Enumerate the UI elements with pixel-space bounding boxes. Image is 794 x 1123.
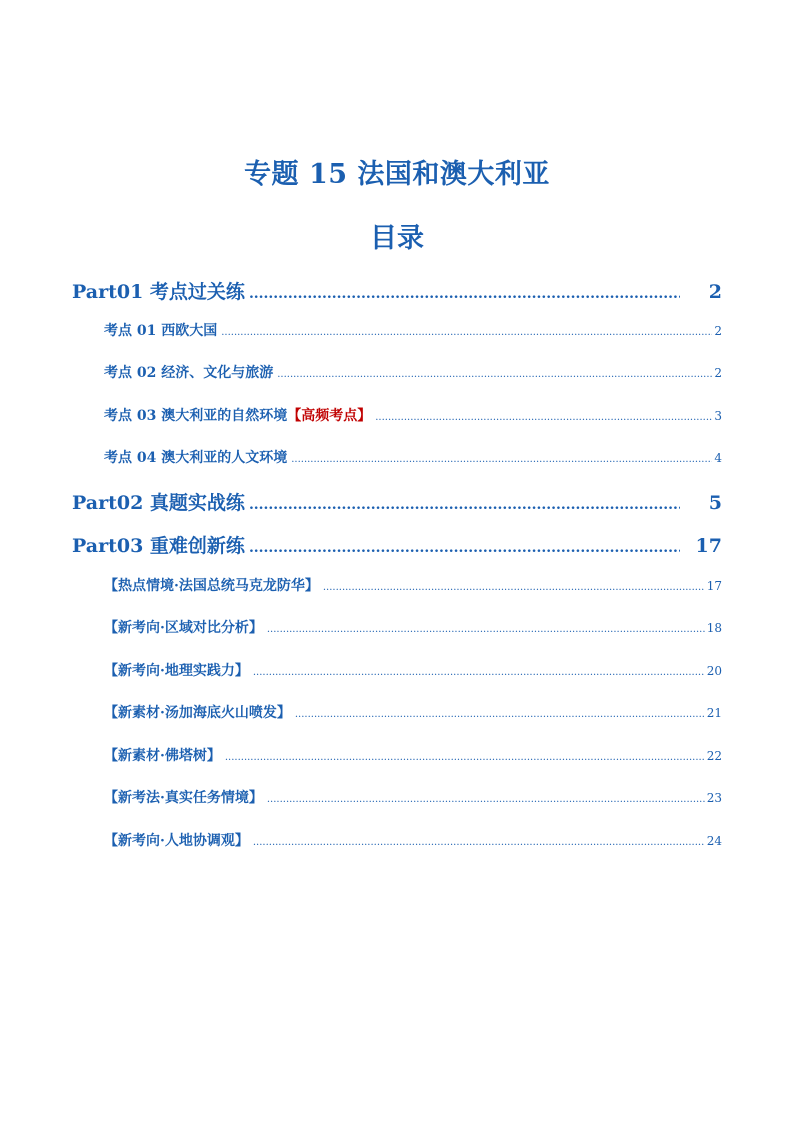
leader-dots	[295, 709, 705, 720]
toc-item-tonga-volcano[interactable]	[104, 702, 722, 722]
toc-part-03[interactable]	[72, 531, 722, 557]
toc-part-01[interactable]	[72, 277, 722, 303]
toc-heading: 目录	[370, 223, 424, 254]
high-frequency-tag: 【高频考点】	[287, 408, 372, 424]
toc-page-number: 21	[706, 706, 722, 720]
toc-item-kaodian-04[interactable]	[104, 447, 722, 467]
leader-dots	[221, 327, 712, 338]
leader-dots	[267, 794, 705, 805]
toc-page-number: 18	[706, 621, 722, 635]
toc-page-number: 2	[714, 366, 722, 380]
toc-page-number: 22	[706, 749, 722, 763]
leader-dots	[291, 454, 712, 465]
document-title: 专题 15 法国和澳大利亚	[244, 159, 550, 190]
toc-entry-label: 考点 02 经济、文化与旅游	[104, 365, 274, 381]
toc-entry-text: 考点 03 澳大利亚的自然环境	[104, 408, 288, 424]
leader-dots	[323, 582, 705, 593]
toc-page-number: 2	[714, 324, 722, 338]
toc-item-hotspot[interactable]	[104, 575, 722, 595]
toc-page-number: 4	[714, 451, 722, 465]
toc-entry-label: 【新素材·汤加海底火山喷发】	[104, 705, 291, 721]
toc-part-02[interactable]	[72, 488, 722, 514]
toc-page-number: 23	[706, 791, 722, 805]
toc-page-number: 3	[714, 409, 722, 423]
leader-dots	[277, 369, 712, 380]
toc-item-human-land[interactable]	[104, 830, 722, 850]
toc-entry-label: Part01 考点过关练	[72, 281, 245, 303]
toc-page-number: 2	[708, 281, 722, 303]
toc-page-number: 24	[706, 834, 722, 848]
toc-page-number: 20	[706, 664, 722, 678]
toc-entry-label: 【热点情境·法国总统马克龙防华】	[104, 578, 319, 594]
toc-entry-label	[104, 405, 371, 425]
toc-page-number: 17	[706, 579, 722, 593]
toc-entry-label: 考点 01 西欧大国	[104, 323, 218, 339]
leader-dots	[249, 497, 680, 513]
toc-item-kaodian-03[interactable]	[104, 405, 722, 425]
leader-dots	[249, 540, 680, 556]
toc-page-number: 5	[708, 492, 722, 514]
toc-item-real-task[interactable]	[104, 787, 722, 807]
toc-item-kaodian-01[interactable]	[104, 320, 722, 340]
toc-entry-label: 【新考向·人地协调观】	[104, 833, 249, 849]
toc-entry-label: Part02 真题实战练	[72, 492, 245, 514]
toc-entry-label: 【新素材·佛塔树】	[104, 748, 221, 764]
toc-item-kaodian-02[interactable]	[104, 362, 722, 382]
toc-item-geo-practice[interactable]	[104, 660, 722, 680]
toc-entry-label: 【新考向·区域对比分析】	[104, 620, 263, 636]
toc-entry-label: Part03 重难创新练	[72, 535, 245, 557]
leader-dots	[267, 624, 705, 635]
toc-item-regional-comparison[interactable]	[104, 617, 722, 637]
leader-dots	[253, 667, 705, 678]
toc-entry-label: 【新考法·真实任务情境】	[104, 790, 263, 806]
leader-dots	[375, 412, 712, 423]
toc-page-number: 17	[695, 535, 722, 557]
leader-dots	[225, 752, 705, 763]
leader-dots	[249, 286, 680, 302]
leader-dots	[253, 837, 705, 848]
toc-entry-label: 考点 04 澳大利亚的人文环境	[104, 450, 288, 466]
toc-entry-label: 【新考向·地理实践力】	[104, 663, 249, 679]
toc-item-banksia[interactable]	[104, 745, 722, 765]
